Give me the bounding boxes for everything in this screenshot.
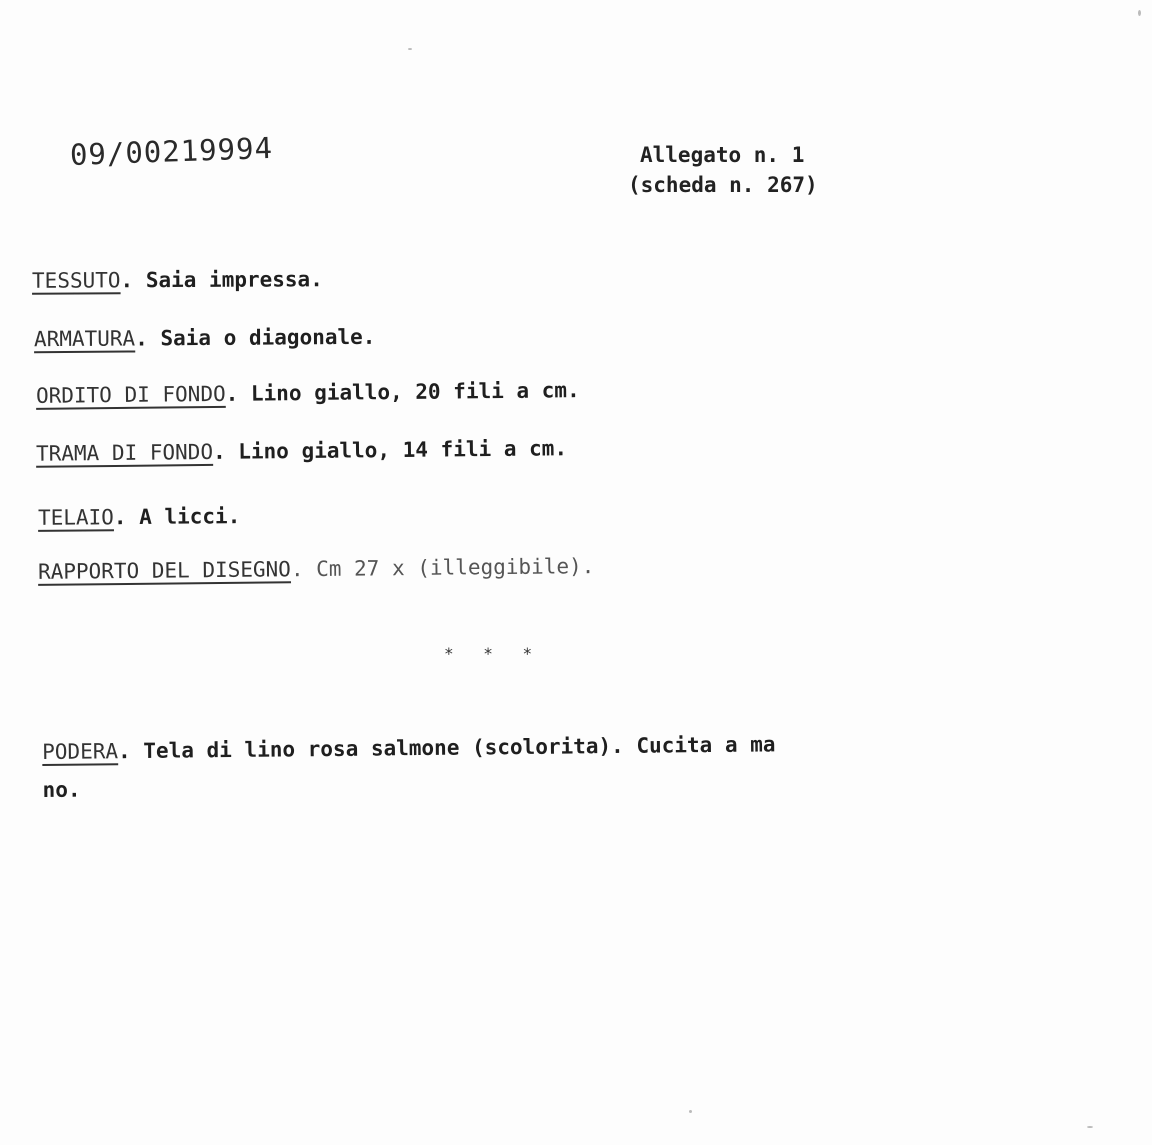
field-ordito-di-fondo — [36, 378, 580, 408]
field-value: . Lino giallo, 20 fili a cm. — [225, 378, 580, 406]
attachment-reference — [628, 140, 818, 200]
attachment-number: Allegato n. 1 — [640, 143, 805, 167]
document-id: 09/00219994 — [69, 130, 274, 172]
field-value: . A licci. — [113, 504, 241, 530]
scan-speck — [408, 48, 412, 50]
field-value: . Saia o diagonale. — [135, 324, 376, 351]
scan-speck — [1138, 10, 1141, 16]
field-label: RAPPORTO DEL DISEGNO — [37, 557, 292, 584]
field-value: . Lino giallo, 14 fili a cm. — [212, 436, 568, 464]
field-label: ORDITO DI FONDO — [35, 381, 226, 408]
field-tessuto — [32, 267, 323, 293]
section-separator: * * * — [444, 644, 543, 663]
field-label: PODERA — [42, 739, 119, 764]
field-label: TRAMA DI FONDO — [35, 439, 214, 466]
field-armatura — [34, 325, 376, 351]
field-podera — [42, 724, 943, 809]
scan-speck — [689, 1110, 692, 1113]
field-label: TESSUTO — [31, 268, 121, 293]
field-label: TELAIO — [37, 505, 114, 530]
field-value: . Cm 27 x (illeggibile). — [290, 554, 595, 582]
scan-speck — [1087, 1126, 1093, 1128]
field-value-line2: no. — [42, 777, 81, 802]
field-telaio — [38, 504, 240, 530]
record-number: (scheda n. 267) — [628, 173, 818, 197]
field-rapporto-del-disegno — [38, 554, 595, 584]
field-value: . Saia impressa. — [120, 267, 323, 293]
field-label: ARMATURA — [33, 326, 136, 352]
field-value-line1: . Tela di lino rosa salmone (scolorita). Cucita a ma — [117, 732, 776, 764]
field-trama-di-fondo — [36, 436, 567, 466]
